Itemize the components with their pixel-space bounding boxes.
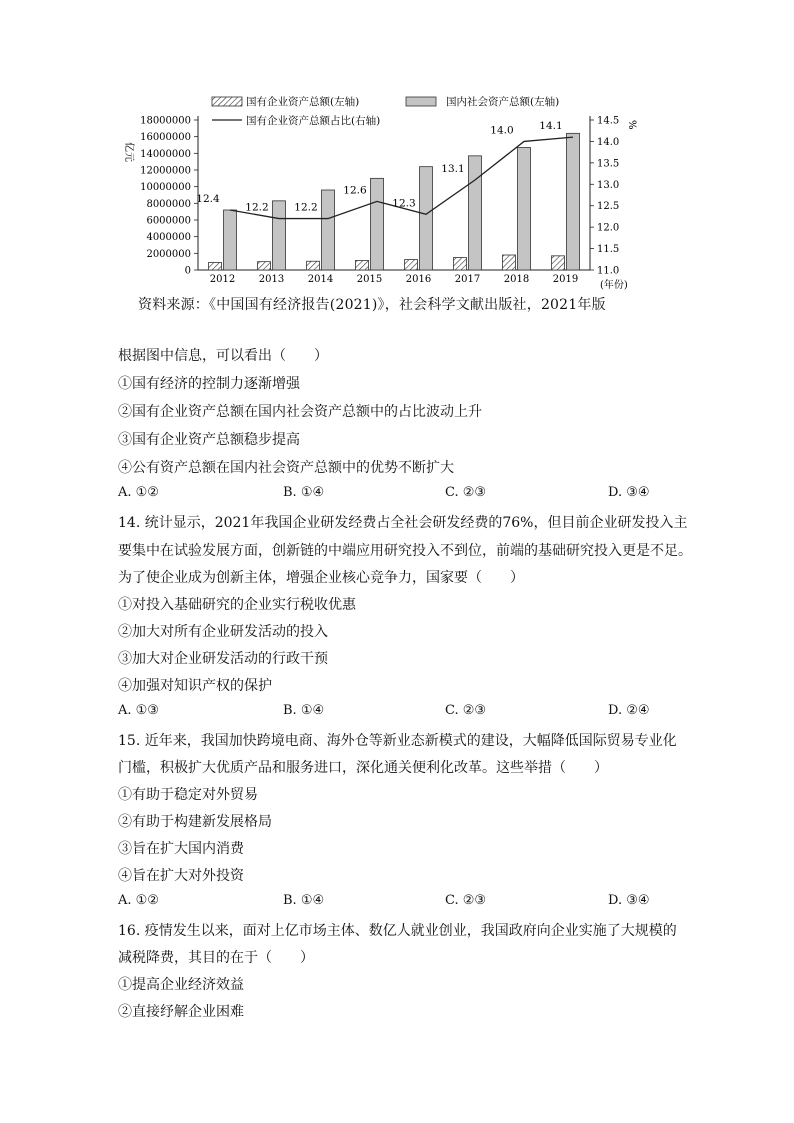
right-tick-label: 11.0 <box>597 265 620 277</box>
source-note: 资料来源：《中国国有经济报告(2021)》，社会科学文献出版社，2021年版 <box>138 297 606 313</box>
left-tick-label: 16000000 <box>140 132 191 144</box>
q13-option-c: C. ②③ <box>445 485 487 500</box>
x-tick-label: 2015 <box>356 274 383 285</box>
q15-stem-line-2: 门槛，积极扩大优质产品和服务进口，深化通关便利化改革。这些举措（ ） <box>118 760 608 776</box>
bar-social-assets <box>567 133 580 270</box>
q14-option-b: B. ①④ <box>283 703 325 718</box>
x-axis-label: (年份) <box>600 280 628 290</box>
left-tick-label: 18000000 <box>140 115 191 127</box>
bar-social-assets <box>273 201 286 270</box>
q13-item-2: ②国有企业资产总额在国内社会资产总额中的占比波动上升 <box>118 404 482 420</box>
asset-chart <box>120 90 640 290</box>
q14-option-a: A. ①③ <box>118 703 159 718</box>
legend-label-social-assets: 国内社会资产总额(左轴) <box>446 96 560 108</box>
right-tick-label: 14.0 <box>597 136 620 148</box>
data-label-soe-share: 14.0 <box>490 124 514 137</box>
left-tick-label: 0 <box>184 265 191 277</box>
x-tick-label: 2018 <box>503 274 530 285</box>
data-label-soe-share: 12.2 <box>294 201 318 214</box>
x-tick-label: 2016 <box>405 274 432 285</box>
bar-soe-assets <box>552 256 565 270</box>
q16-stem-line-1: 16. 疫情发生以来，面对上亿市场主体、数亿人就业创业，我国政府向企业实施了大规模的 <box>118 923 677 939</box>
legend-label-soe-share: 国有企业资产总额占比(右轴) <box>246 115 381 127</box>
x-tick-label: 2013 <box>258 274 285 285</box>
x-tick-label: 2014 <box>307 274 334 285</box>
q14-option-d: D. ②④ <box>608 703 650 718</box>
data-label-soe-share: 12.2 <box>245 201 269 214</box>
bar-soe-assets <box>405 260 418 270</box>
q13-item-3: ③国有企业资产总额稳步提高 <box>118 432 300 448</box>
q15-stem-line-1: 15. 近年来，我国加快跨境电商、海外仓等新业态新模式的建设，大幅降低国际贸易专业化 <box>118 733 677 749</box>
chart-legend <box>212 95 559 127</box>
q15-item-4: ④旨在扩大对外投资 <box>118 868 244 884</box>
bar-social-assets <box>322 190 335 270</box>
q15-option-c: C. ②③ <box>445 893 487 908</box>
left-tick-label: 4000000 <box>146 232 191 244</box>
right-tick-label: 13.0 <box>597 179 620 191</box>
q14-option-c: C. ②③ <box>445 703 487 718</box>
q13-option-d: D. ③④ <box>608 485 650 500</box>
x-tick-label: 2019 <box>552 274 579 285</box>
q15-option-b: B. ①④ <box>283 893 325 908</box>
data-label-soe-share: 12.6 <box>343 184 367 197</box>
bar-social-assets <box>224 210 237 270</box>
left-tick-label: 10000000 <box>140 182 191 194</box>
q13-item-4: ④公有资产总额在国内社会资产总额中的优势不断扩大 <box>118 460 454 476</box>
q16-item-2: ②直接纾解企业困难 <box>118 1004 244 1020</box>
q13-option-b: B. ①④ <box>283 485 325 500</box>
q15-option-d: D. ③④ <box>608 893 650 908</box>
bar-social-assets <box>518 148 531 271</box>
right-tick-label: 14.5 <box>597 115 620 127</box>
bar-soe-assets <box>209 263 222 271</box>
q13-option-a: A. ①② <box>118 485 159 500</box>
q14-item-4: ④加强对知识产权的保护 <box>118 678 272 694</box>
q16-stem-line-2: 减税降费，其目的在于（ ） <box>118 950 314 966</box>
legend-swatch-social-assets <box>406 97 436 106</box>
q15-item-1: ①有助于稳定对外贸易 <box>118 787 258 803</box>
left-tick-label: 2000000 <box>146 248 191 260</box>
data-label-soe-share: 12.3 <box>392 197 416 210</box>
data-label-soe-share: 13.1 <box>441 163 465 175</box>
q14-item-1: ①对投入基础研究的企业实行税收优惠 <box>118 597 356 613</box>
x-tick-label: 2017 <box>454 274 481 285</box>
right-axis-label: % <box>626 120 637 130</box>
x-tick-label: 2012 <box>209 274 236 285</box>
bar-social-assets <box>371 178 384 270</box>
bar-social-assets <box>420 167 433 270</box>
q14-item-2: ②加大对所有企业研发活动的投入 <box>118 624 328 640</box>
left-tick-label: 12000000 <box>140 165 191 177</box>
q16-item-1: ①提高企业经济效益 <box>118 977 244 993</box>
left-tick-label: 6000000 <box>146 215 191 227</box>
right-tick-label: 12.0 <box>597 222 620 234</box>
bar-social-assets <box>469 156 482 270</box>
data-label-soe-share: 14.1 <box>539 120 563 133</box>
q14-stem-line-1: 14. 统计显示，2021年我国企业研发经费占全社会研发经费的76%，但目前企业研发投入主 <box>118 515 688 531</box>
q14-stem-line-2: 要集中在试验发展方面，创新链的中端应用研究投入不到位，前端的基础研究投入更是不足。 <box>118 543 692 559</box>
data-label-soe-share: 12.4 <box>196 193 220 205</box>
q14-item-3: ③加大对企业研发活动的行政干预 <box>118 651 328 667</box>
right-tick-label: 12.5 <box>597 201 620 213</box>
q14-stem-line-3: 为了使企业成为创新主体，增强企业核心竞争力，国家要（ ） <box>118 570 524 586</box>
right-tick-label: 13.5 <box>597 158 620 170</box>
bar-soe-assets <box>258 262 271 270</box>
q15-option-a: A. ①② <box>118 893 159 908</box>
q15-item-2: ②有助于构建新发展格局 <box>118 814 272 830</box>
left-axis-label: 亿元 <box>123 142 134 162</box>
left-tick-label: 8000000 <box>146 198 191 210</box>
bar-soe-assets <box>356 260 369 270</box>
legend-label-soe-assets: 国有企业资产总额(左轴) <box>246 96 360 108</box>
bar-soe-assets <box>503 255 516 270</box>
q13-stem: 根据图中信息，可以看出（ ） <box>118 348 328 364</box>
bar-soe-assets <box>454 258 467 271</box>
right-tick-label: 11.5 <box>597 244 620 256</box>
q15-item-3: ③旨在扩大国内消费 <box>118 841 244 857</box>
bar-soe-assets <box>307 261 320 270</box>
legend-swatch-soe-assets <box>212 97 242 106</box>
q13-item-1: ①国有经济的控制力逐渐增强 <box>118 376 300 392</box>
left-tick-label: 14000000 <box>140 148 191 160</box>
